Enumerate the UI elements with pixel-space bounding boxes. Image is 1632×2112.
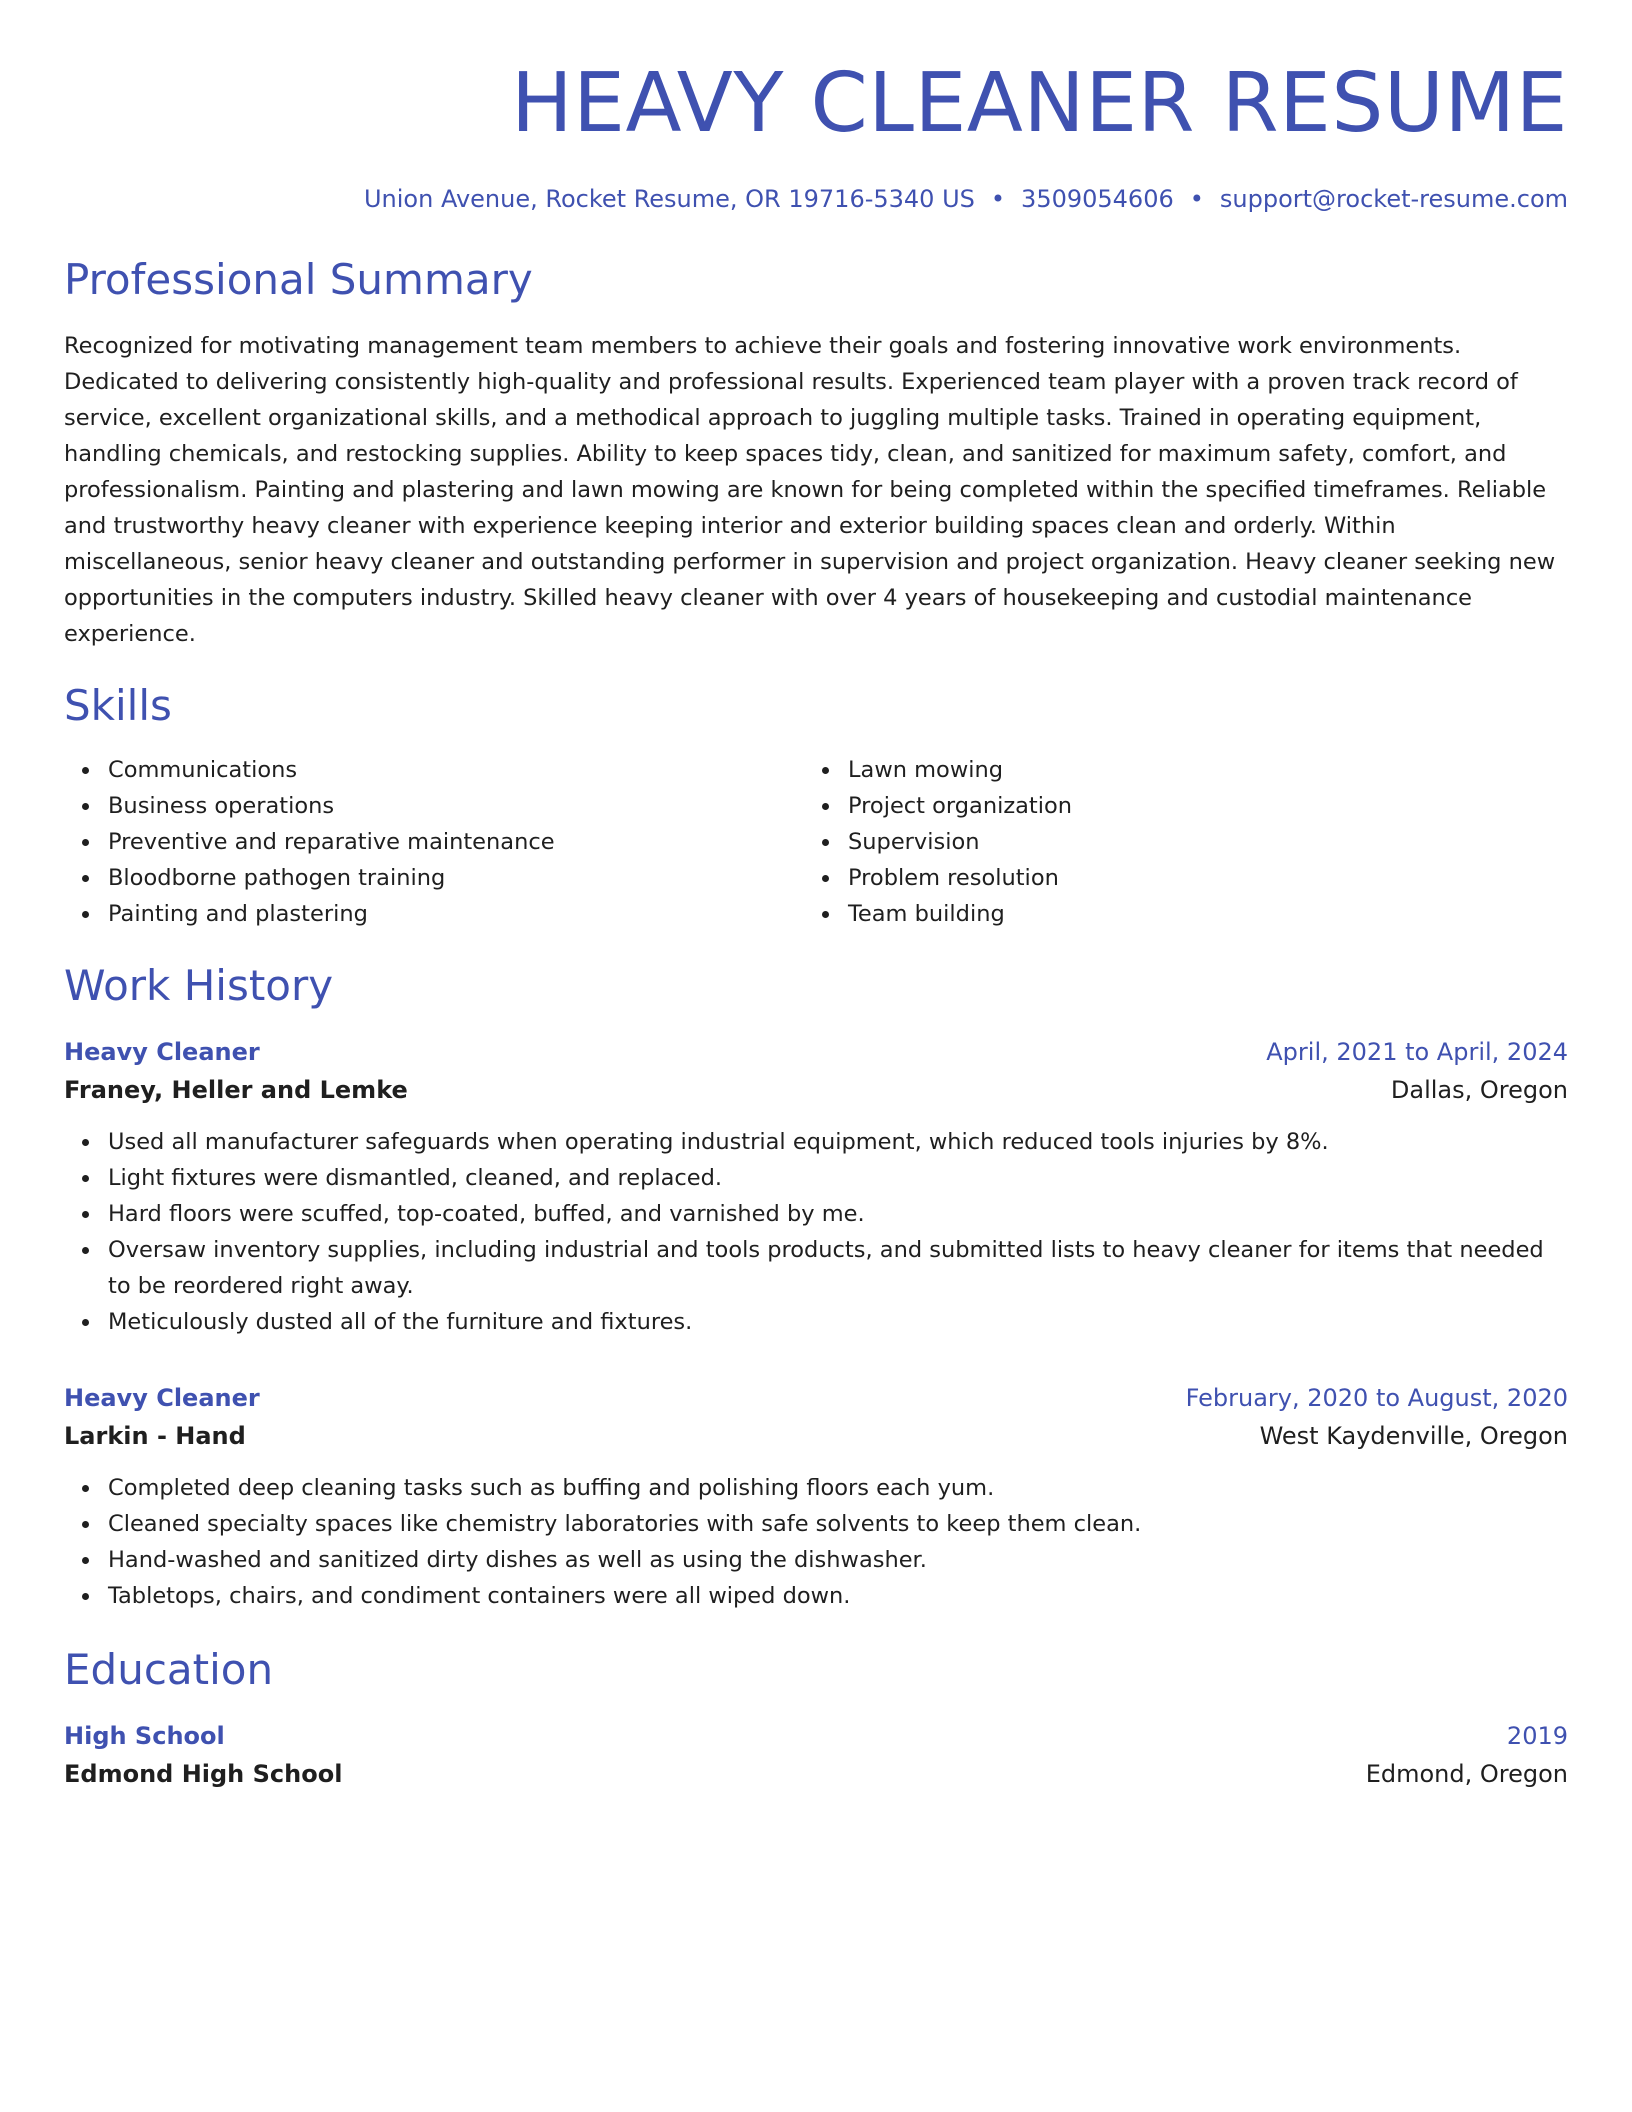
job-entry xyxy=(64,1034,1568,1340)
job-role: Heavy Cleaner xyxy=(64,1038,260,1066)
contact-line xyxy=(64,184,1568,214)
contact-separator: • xyxy=(1189,185,1204,213)
skill-item: Team building xyxy=(848,896,1544,932)
skill-item: Problem resolution xyxy=(848,860,1544,896)
contact-phone: 3509054606 xyxy=(1021,185,1174,213)
contact-address: Union Avenue, Rocket Resume, OR 19716-5340 US xyxy=(363,185,975,213)
skills-column-right xyxy=(804,752,1544,932)
skill-item: Business operations xyxy=(108,788,804,824)
skill-item: Supervision xyxy=(848,824,1544,860)
education-location: Edmond, Oregon xyxy=(1365,1760,1568,1788)
education-header-row xyxy=(64,1718,1568,1754)
section-title-work: Work History xyxy=(64,961,334,1010)
job-dates: April, 2021 to April, 2024 xyxy=(1266,1038,1568,1066)
resume-title: HEAVY CLEANER RESUME xyxy=(510,56,1568,151)
education-school: Edmond High School xyxy=(64,1760,343,1788)
work-history-section xyxy=(64,960,1568,1614)
skill-item: Project organization xyxy=(848,788,1544,824)
job-bullet: Light fixtures were dismantled, cleaned, and replaced. xyxy=(108,1160,1568,1196)
section-title-summary: Professional Summary xyxy=(64,255,533,304)
summary-text: Recognized for motivating management team members to achieve their goals and fostering innovative work environments. Dedicated to delivering consistently high-quality and professional results. Experienced team player with a proven track record of service, excellent organizational skills, and a methodical approach to juggling multiple tasks. Trained in operating equipment, handling chemicals, and restocking supplies. Ability to keep spaces tidy, clean, and sanitized for maximum safety, comfort, and professionalism. Painting and plastering and lawn mowing are known for being completed within the specified timeframes. Reliable and trustworthy heavy cleaner with experience keeping interior and exterior building spaces clean and orderly. Within miscellaneous, senior heavy cleaner and outstanding performer in supervision and project organization. Heavy cleaner seeking new opportunities in the computers industry. Skilled heavy cleaner with over 4 years of housekeeping and custodial maintenance experience. xyxy=(64,333,1556,647)
skills-column-left xyxy=(64,752,804,932)
job-bullet: Tabletops, chairs, and condiment containers were all wiped down. xyxy=(108,1578,1568,1614)
education-section xyxy=(64,1644,1568,1794)
job-company-row xyxy=(64,1070,1568,1110)
job-role: Heavy Cleaner xyxy=(64,1384,260,1412)
job-bullets xyxy=(64,1470,1568,1614)
job-company: Larkin - Hand xyxy=(64,1422,246,1450)
job-location: Dallas, Oregon xyxy=(1390,1076,1568,1104)
job-bullet: Cleaned specialty spaces like chemistry laboratories with safe solvents to keep them clean. xyxy=(108,1506,1568,1542)
job-company-row xyxy=(64,1416,1568,1456)
skill-item: Preventive and reparative maintenance xyxy=(108,824,804,860)
skills-section xyxy=(64,680,1568,932)
education-school-row xyxy=(64,1754,1568,1794)
job-location: West Kaydenville, Oregon xyxy=(1259,1422,1568,1450)
job-bullet: Hard floors were scuffed, top-coated, buffed, and varnished by me. xyxy=(108,1196,1568,1232)
resume-header xyxy=(64,58,1568,214)
section-title-education: Education xyxy=(64,1645,274,1694)
contact-email: support@rocket-resume.com xyxy=(1219,185,1568,213)
skill-item: Lawn mowing xyxy=(848,752,1544,788)
job-company: Franey, Heller and Lemke xyxy=(64,1076,408,1104)
job-bullet: Hand-washed and sanitized dirty dishes as well as using the dishwasher. xyxy=(108,1542,1568,1578)
skill-item: Painting and plastering xyxy=(108,896,804,932)
job-entry xyxy=(64,1380,1568,1614)
skills-grid xyxy=(64,752,1568,932)
skill-item: Bloodborne pathogen training xyxy=(108,860,804,896)
job-header-row xyxy=(64,1380,1568,1416)
job-bullet: Used all manufacturer safeguards when operating industrial equipment, which reduced tools injuries by 8%. xyxy=(108,1124,1568,1160)
job-bullet: Oversaw inventory supplies, including industrial and tools products, and submitted lists to heavy cleaner for items that needed to be reordered right away. xyxy=(108,1232,1568,1304)
education-year: 2019 xyxy=(1506,1722,1568,1750)
skill-item: Communications xyxy=(108,752,804,788)
job-bullet: Meticulously dusted all of the furniture and fixtures. xyxy=(108,1304,1568,1340)
job-dates: February, 2020 to August, 2020 xyxy=(1185,1384,1568,1412)
job-bullet: Completed deep cleaning tasks such as buffing and polishing floors each yum. xyxy=(108,1470,1568,1506)
contact-separator: • xyxy=(990,185,1006,213)
job-bullets xyxy=(64,1124,1568,1340)
section-title-skills: Skills xyxy=(64,681,172,730)
professional-summary-section xyxy=(64,254,1568,652)
education-entry xyxy=(64,1718,1568,1794)
job-header-row xyxy=(64,1034,1568,1070)
education-degree: High School xyxy=(64,1722,225,1750)
